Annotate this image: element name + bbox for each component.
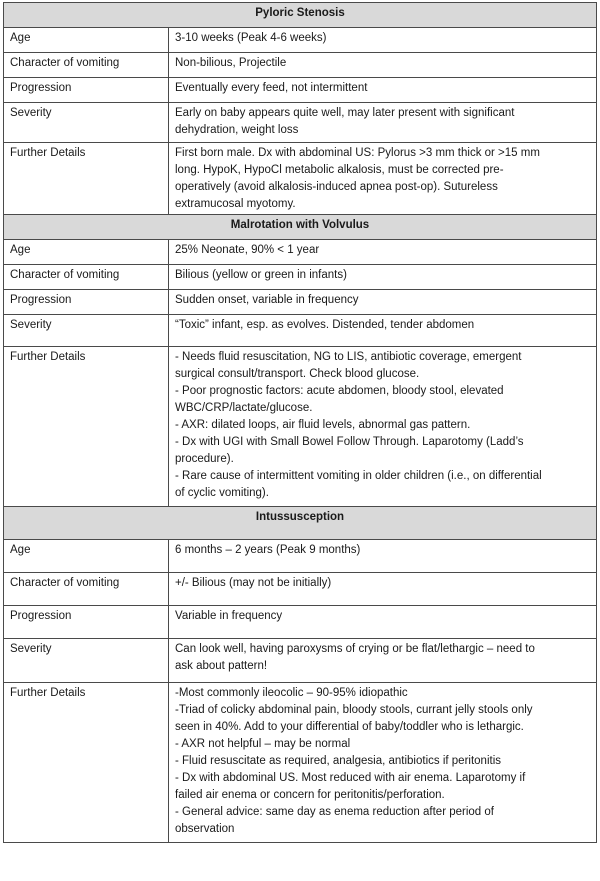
row-value xyxy=(169,606,597,639)
table-row xyxy=(4,540,597,573)
row-value xyxy=(169,265,597,290)
value-line: 3-10 weeks (Peak 4-6 weeks) xyxy=(175,32,327,44)
row-label: Age xyxy=(4,540,169,573)
value-line: - Dx with abdominal US. Most reduced with air enema. Laparotomy if xyxy=(175,772,526,784)
table-row xyxy=(4,573,597,606)
table-row xyxy=(4,28,597,53)
value-line: - Fluid resuscitate as required, analgesia, antibiotics if peritonitis xyxy=(175,755,501,767)
row-value xyxy=(169,240,597,265)
table-row xyxy=(4,639,597,683)
value-line: First born male. Dx with abdominal US: Pylorus >3 mm thick or >15 mm xyxy=(175,147,540,159)
row-label: Character of vomiting xyxy=(4,53,169,78)
value-line: of cyclic vomiting). xyxy=(175,487,269,499)
value-line: - Poor prognostic factors: acute abdomen, bloody stool, elevated xyxy=(175,385,504,397)
value-line: -Most commonly ileocolic – 90-95% idiopathic xyxy=(175,687,408,699)
value-line: procedure). xyxy=(175,453,234,465)
table-row xyxy=(4,347,597,507)
table-row xyxy=(4,53,597,78)
value-line: Variable in frequency xyxy=(175,610,283,622)
row-label: Further Details xyxy=(4,683,169,843)
table-row xyxy=(4,78,597,103)
value-line: 6 months – 2 years (Peak 9 months) xyxy=(175,544,361,556)
value-line: Non-bilious, Projectile xyxy=(175,57,287,69)
value-line: Bilious (yellow or green in infants) xyxy=(175,269,347,281)
table-row xyxy=(4,265,597,290)
row-value xyxy=(169,143,597,215)
value-line: - General advice: same day as enema reduction after period of xyxy=(175,806,494,818)
vomiting-differential-table xyxy=(3,2,597,843)
value-line: - Needs fluid resuscitation, NG to LIS, antibiotic coverage, emergent xyxy=(175,351,522,363)
row-value xyxy=(169,315,597,347)
table-row xyxy=(4,290,597,315)
row-label: Progression xyxy=(4,78,169,103)
value-line: dehydration, weight loss xyxy=(175,124,299,136)
row-value xyxy=(169,573,597,606)
value-line: Can look well, having paroxysms of crying or be flat/lethargic – need to xyxy=(175,643,535,655)
section-header-row xyxy=(4,215,597,240)
value-line: - AXR not helpful – may be normal xyxy=(175,738,351,750)
value-line: seen in 40%. Add to your differential of baby/toddler who is lethargic. xyxy=(175,721,524,733)
row-value xyxy=(169,103,597,143)
value-line: extramucosal myotomy. xyxy=(175,198,296,210)
row-value xyxy=(169,78,597,103)
row-label: Further Details xyxy=(4,143,169,215)
value-line: ask about pattern! xyxy=(175,660,268,672)
row-label: Progression xyxy=(4,606,169,639)
value-line: - Rare cause of intermittent vomiting in older children (i.e., on differential xyxy=(175,470,542,482)
value-line: Eventually every feed, not intermittent xyxy=(175,82,368,94)
section-header-row xyxy=(4,507,597,540)
value-line: +/- Bilious (may not be initially) xyxy=(175,577,332,589)
row-value xyxy=(169,540,597,573)
row-value xyxy=(169,290,597,315)
value-line: “Toxic” infant, esp. as evolves. Distended, tender abdomen xyxy=(175,319,475,331)
section-title: Intussusception xyxy=(4,507,597,540)
value-line: Early on baby appears quite well, may later present with significant xyxy=(175,107,515,119)
value-line: operatively (avoid alkalosis-induced apnea post-op). Sutureless xyxy=(175,181,498,193)
table-row xyxy=(4,683,597,843)
row-value xyxy=(169,28,597,53)
section-header-row xyxy=(4,3,597,28)
section-title: Malrotation with Volvulus xyxy=(4,215,597,240)
row-label: Age xyxy=(4,28,169,53)
value-line: 25% Neonate, 90% < 1 year xyxy=(175,244,320,256)
table-row xyxy=(4,143,597,215)
table-row xyxy=(4,606,597,639)
value-line: surgical consult/transport. Check blood glucose. xyxy=(175,368,420,380)
value-line: long. HypoK, HypoCl metabolic alkalosis, must be corrected pre- xyxy=(175,164,504,176)
row-label: Severity xyxy=(4,315,169,347)
table-row xyxy=(4,103,597,143)
table-row xyxy=(4,240,597,265)
value-line: observation xyxy=(175,823,235,835)
row-label: Age xyxy=(4,240,169,265)
table-row xyxy=(4,315,597,347)
row-value xyxy=(169,347,597,507)
value-line: Sudden onset, variable in frequency xyxy=(175,294,359,306)
section-title: Pyloric Stenosis xyxy=(4,3,597,28)
row-value xyxy=(169,639,597,683)
value-line: - Dx with UGI with Small Bowel Follow Through. Laparotomy (Ladd’s xyxy=(175,436,524,448)
row-label: Character of vomiting xyxy=(4,265,169,290)
row-label: Severity xyxy=(4,103,169,143)
row-value xyxy=(169,53,597,78)
value-line: WBC/CRP/lactate/glucose. xyxy=(175,402,313,414)
row-label: Progression xyxy=(4,290,169,315)
value-line: -Triad of colicky abdominal pain, bloody stools, currant jelly stools only xyxy=(175,704,533,716)
row-label: Character of vomiting xyxy=(4,573,169,606)
value-line: failed air enema or concern for peritonitis/perforation. xyxy=(175,789,445,801)
row-value xyxy=(169,683,597,843)
value-line: - AXR: dilated loops, air fluid levels, abnormal gas pattern. xyxy=(175,419,471,431)
row-label: Further Details xyxy=(4,347,169,507)
row-label: Severity xyxy=(4,639,169,683)
